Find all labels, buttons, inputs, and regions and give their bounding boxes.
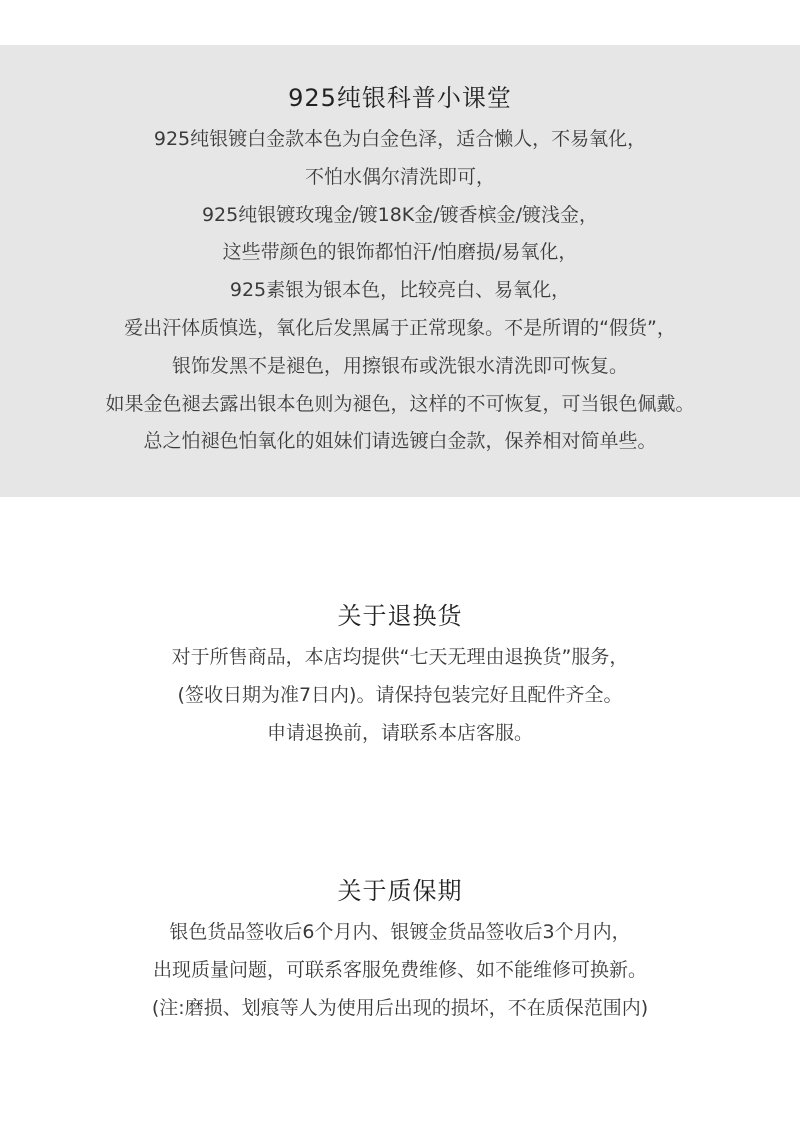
return-policy-text xyxy=(0,639,800,752)
silver-line: 925素银为银本色，比较亮白、易氧化， xyxy=(229,279,571,302)
silver-line: 925纯银镀白金款本色为白金色泽，适合懒人，不易氧化， xyxy=(153,128,647,150)
silver-line: 爱出汗体质慎选，氧化后发黑属于正常现象。不是所谓的“假货”， xyxy=(124,316,676,339)
silver-line: 925纯银镀玫瑰金/镀18K金/镀香槟金/镀浅金， xyxy=(201,203,599,226)
warranty-title: 关于质保期 xyxy=(337,877,463,905)
return-line: 对于所售商品，本店均提供“七天无理由退换货”服务， xyxy=(171,646,629,668)
return-line: (签收日期为准7日内)。请保持包装完好且配件齐全。 xyxy=(177,683,623,706)
silver-line: 如果金色褪去露出银本色则为褪色，这样的不可恢复，可当银色佩戴。 xyxy=(105,392,695,415)
silver-knowledge-title: 925纯银科普小课堂 xyxy=(288,84,512,112)
silver-line: 不怕水偶尔清洗即可， xyxy=(304,165,495,188)
silver-line: 这些带颜色的银饰都怕汗/怕磨损/易氧化， xyxy=(222,241,578,264)
warranty-line: 银色货品签收后6个月内、银镀金货品签收后3个月内， xyxy=(169,921,631,943)
silver-knowledge-text xyxy=(0,121,800,461)
silver-line: 总之怕褪色怕氧化的姐妹们请选镀白金款，保养相对简单些。 xyxy=(143,430,657,453)
warranty-text xyxy=(0,914,800,1027)
warranty-line: 出现质量问题，可联系客服免费维修、如不能维修可换新。 xyxy=(152,958,647,981)
return-line: 申请退换前，请联系本店客服。 xyxy=(266,721,533,744)
warranty-line: (注:磨损、划痕等人为使用后出现的损坏，不在质保范围内) xyxy=(151,996,649,1019)
silver-line: 银饰发黑不是褪色，用擦银布或洗银水清洗即可恢复。 xyxy=(171,354,628,377)
return-policy-title: 关于退换货 xyxy=(337,602,463,630)
